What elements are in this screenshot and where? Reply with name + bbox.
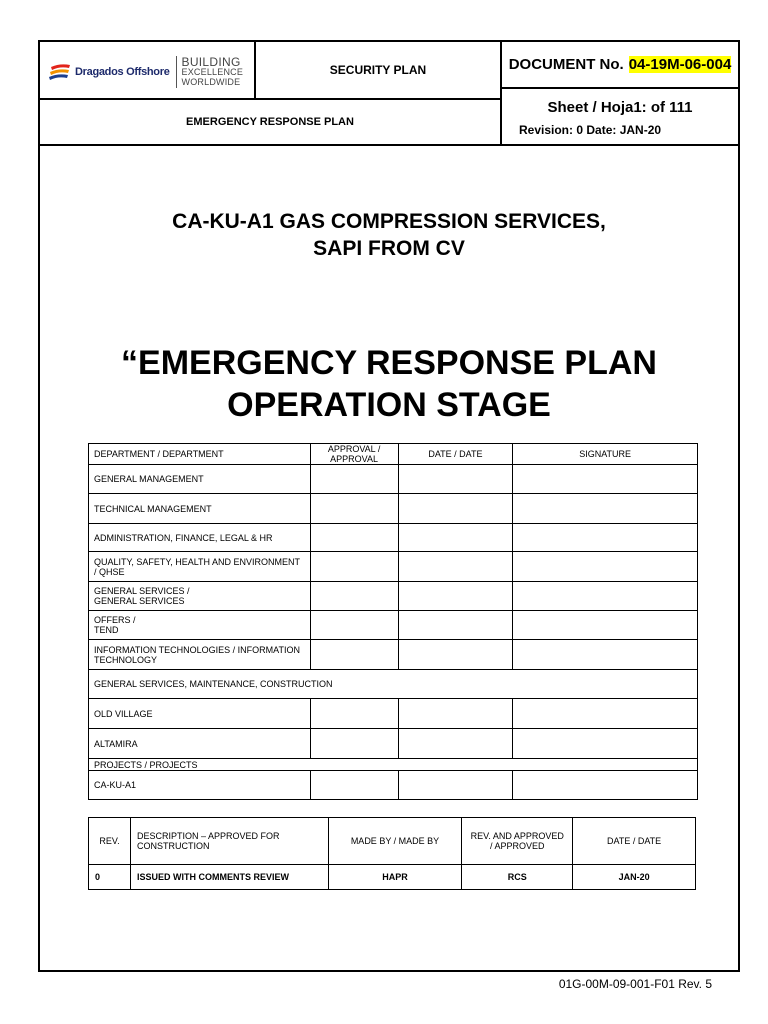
revision-date: Revision: 0 Date: JAN-20 xyxy=(519,123,662,137)
logo-name: Dragados Offshore xyxy=(75,66,170,78)
date-cell xyxy=(398,729,513,759)
department-cell: CA-KU-A1 xyxy=(89,771,311,800)
logo-tagline-3: WORLDWIDE xyxy=(181,77,241,87)
approval-cell xyxy=(310,524,398,552)
project-title xyxy=(40,208,738,262)
department-cell: GENERAL SERVICES / GENERAL SERVICES xyxy=(89,582,311,611)
approval-row xyxy=(89,670,698,699)
approval-cell xyxy=(310,611,398,640)
signature-cell xyxy=(513,582,698,611)
company-logo xyxy=(49,56,243,88)
approval-cell xyxy=(310,465,398,494)
department-cell: OLD VILLAGE xyxy=(89,699,311,729)
date-cell xyxy=(398,524,513,552)
approval-header-cell: DATE / DATE xyxy=(398,444,513,465)
revision-cell: 0 xyxy=(89,865,131,890)
signature-cell xyxy=(513,771,698,800)
department-cell: INFORMATION TECHNOLOGIES / INFORMATION TECHNOLOGY xyxy=(89,640,311,670)
approval-header-cell: DEPARTMENT / DEPARTMENT xyxy=(89,444,311,465)
signature-cell xyxy=(513,640,698,670)
logo-cell xyxy=(40,42,256,100)
approval-header-cell: APPROVAL / APPROVAL xyxy=(310,444,398,465)
approval-cell xyxy=(310,771,398,800)
approval-cell xyxy=(310,582,398,611)
signature-cell xyxy=(513,494,698,524)
document-header xyxy=(40,42,738,146)
revision-cell: HAPR xyxy=(328,865,462,890)
document-label: DOCUMENT No. xyxy=(508,56,624,73)
logo-tagline-2: EXCELLENCE xyxy=(181,67,244,77)
date-cell xyxy=(398,771,513,800)
revision-header-cell: DATE / DATE xyxy=(573,818,696,865)
approval-header-row xyxy=(89,444,698,465)
revision-cell: ISSUED WITH COMMENTS REVIEW xyxy=(130,865,328,890)
logo-tagline xyxy=(182,57,244,87)
revision-table xyxy=(88,817,696,890)
revision-header-cell: REV. xyxy=(89,818,131,865)
approval-header-cell: SIGNATURE xyxy=(513,444,698,465)
revision-row xyxy=(89,865,696,890)
department-cell: OFFERS / TEND xyxy=(89,611,311,640)
department-cell: TECHNICAL MANAGEMENT xyxy=(89,494,311,524)
project-title-line2: SAPI FROM CV xyxy=(313,237,465,260)
date-cell xyxy=(398,699,513,729)
revision-header-row xyxy=(89,818,696,865)
date-cell xyxy=(398,611,513,640)
sheet-number: Sheet / Hoja1: of 111 xyxy=(547,99,693,116)
revision-cell: JAN-20 xyxy=(573,865,696,890)
approval-row xyxy=(89,582,698,611)
approval-row xyxy=(89,494,698,524)
approval-row xyxy=(89,524,698,552)
project-title-line1: CA-KU-A1 GAS COMPRESSION SERVICES, xyxy=(172,210,606,233)
approval-cell xyxy=(310,494,398,524)
date-cell xyxy=(398,494,513,524)
document-title-line2: OPERATION STAGE xyxy=(227,386,551,424)
form-code: 01G-00M-09-001-F01 Rev. 5 xyxy=(558,977,712,991)
signature-cell xyxy=(513,552,698,582)
department-cell: PROJECTS / PROJECTS xyxy=(89,759,698,771)
revision-cell: RCS xyxy=(462,865,573,890)
approval-cell xyxy=(310,552,398,582)
revision-header-cell: DESCRIPTION – APPROVED FOR CONSTRUCTION xyxy=(130,818,328,865)
signature-cell xyxy=(513,729,698,759)
date-cell xyxy=(398,465,513,494)
department-cell: GENERAL SERVICES, MAINTENANCE, CONSTRUCTION xyxy=(89,670,698,699)
approval-row xyxy=(89,465,698,494)
date-cell xyxy=(398,552,513,582)
approval-cell xyxy=(310,729,398,759)
approval-row xyxy=(89,611,698,640)
revision-header-cell: REV. AND APPROVED / APPROVED xyxy=(462,818,573,865)
approval-row xyxy=(89,729,698,759)
logo-tagline-1: BUILDING xyxy=(181,55,241,69)
security-plan-label: SECURITY PLAN xyxy=(256,42,502,100)
date-cell xyxy=(398,582,513,611)
signature-cell xyxy=(513,465,698,494)
header-subtitle: EMERGENCY RESPONSE PLAN xyxy=(40,100,502,146)
document-number-cell xyxy=(502,42,738,89)
department-cell: ALTAMIRA xyxy=(89,729,311,759)
department-cell: ADMINISTRATION, FINANCE, LEGAL & HR xyxy=(89,524,311,552)
logo-mark-icon xyxy=(49,63,71,81)
sheet-cell xyxy=(502,89,738,146)
approval-row xyxy=(89,640,698,670)
approval-table xyxy=(88,443,698,800)
signature-cell xyxy=(513,699,698,729)
document-title-line1: “EMERGENCY RESPONSE PLAN xyxy=(121,344,657,382)
document-number: 04-19M-06-004 xyxy=(628,56,732,73)
document-title xyxy=(40,342,738,426)
approval-cell xyxy=(310,699,398,729)
department-cell: QUALITY, SAFETY, HEALTH AND ENVIRONMENT / QHSE xyxy=(89,552,311,582)
signature-cell xyxy=(513,524,698,552)
logo-divider xyxy=(176,56,177,88)
approval-row xyxy=(89,552,698,582)
department-cell: GENERAL MANAGEMENT xyxy=(89,465,311,494)
approval-row xyxy=(89,699,698,729)
date-cell xyxy=(398,640,513,670)
approval-row xyxy=(89,759,698,771)
revision-header-cell: MADE BY / MADE BY xyxy=(328,818,462,865)
approval-cell xyxy=(310,640,398,670)
document-page xyxy=(38,40,740,972)
signature-cell xyxy=(513,611,698,640)
approval-row xyxy=(89,771,698,800)
